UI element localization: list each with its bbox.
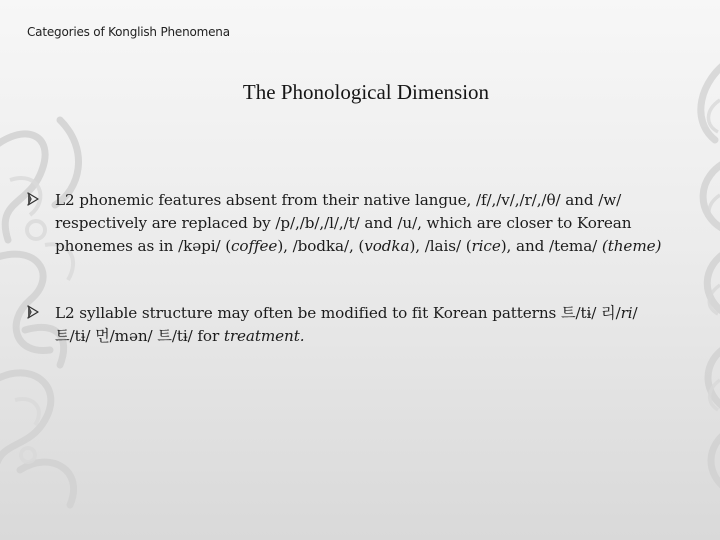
bullet-item <box>52 189 672 258</box>
arrow-bullet-icon <box>27 305 39 319</box>
slide-title: The Phonological Dimension <box>242 80 490 104</box>
bullet-text: L2 syllable structure may often be modified to fit Korean patterns 트/tɨ/ 리/ri/ 트/tɨ/ 먼/mən/ 트/tɨ/ for treatment. <box>55 304 638 345</box>
bullet-list <box>52 189 672 348</box>
header-title: Categories of Konglish Phenomena <box>27 25 230 39</box>
bullet-text: L2 phonemic features absent from their native langue, /f/,/v/,/r/,/θ/ and /w/ respectively are replaced by /p/,/b/,/l/,/t/ and /u/, which are closer to Korean phonemes as in /kəpi/ (coffee), /bodka/, (vodka), /lais/ (rice), and /tema/ (theme) <box>55 191 662 255</box>
bullet-item <box>52 302 672 348</box>
arrow-bullet-icon <box>27 192 39 206</box>
